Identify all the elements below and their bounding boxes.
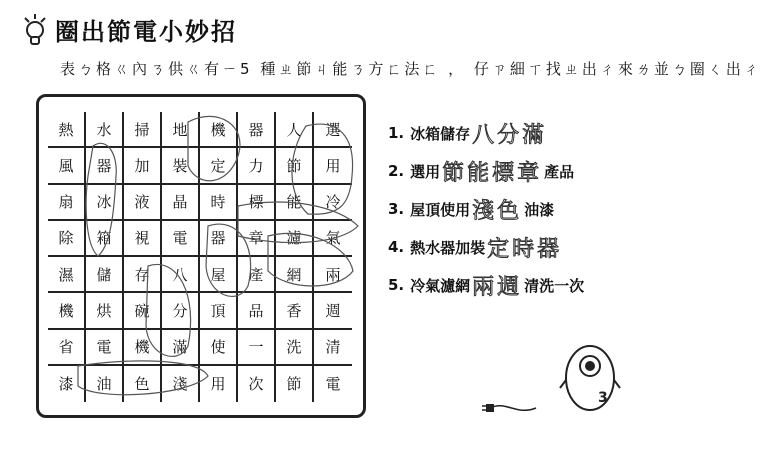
page-title: 圈出節電小妙招 (55, 18, 237, 46)
answer-item (388, 266, 584, 304)
grid-cell[interactable]: 電 (162, 221, 200, 257)
grid-cell[interactable]: 油 (86, 366, 124, 402)
grid-cell[interactable]: 氣 (314, 221, 352, 257)
grid-cell[interactable]: 器 (238, 112, 276, 148)
answer-number: 3. (388, 200, 405, 218)
grid-cell[interactable]: 掃 (124, 112, 162, 148)
grid-cell[interactable]: 兩 (314, 257, 352, 293)
grid-cell[interactable]: 清 (314, 330, 352, 366)
grid-cell[interactable]: 冰 (86, 185, 124, 221)
grid-cell[interactable]: 品 (238, 293, 276, 329)
grid-cell[interactable]: 色 (124, 366, 162, 402)
answer-suffix: 產品 (544, 162, 575, 181)
grid-cell[interactable]: 濾 (276, 221, 314, 257)
answer-prefix: 屋頂使用 (410, 200, 471, 219)
grid-cell[interactable]: 省 (48, 330, 86, 366)
answer-prefix: 熱水器加裝 (410, 238, 486, 257)
grid-cell[interactable]: 洗 (276, 330, 314, 366)
grid-cell[interactable]: 人 (276, 112, 314, 148)
grid-cell[interactable]: 網 (276, 257, 314, 293)
answer-filled-text[interactable]: 定時器 (487, 236, 563, 262)
grid-cell[interactable]: 器 (200, 221, 238, 257)
grid-cell[interactable]: 分 (162, 293, 200, 329)
grid-cell[interactable]: 時 (200, 185, 238, 221)
word-search-grid (48, 112, 352, 402)
answer-prefix: 選用 (410, 162, 441, 181)
grid-cell[interactable]: 用 (314, 148, 352, 184)
grid-cell[interactable]: 扇 (48, 185, 86, 221)
answer-suffix: 油漆 (524, 200, 555, 219)
battery-mascot-icon (560, 336, 620, 416)
grid-cell[interactable]: 標 (238, 185, 276, 221)
grid-cell[interactable]: 器 (86, 148, 124, 184)
grid-cell[interactable]: 烘 (86, 293, 124, 329)
grid-cell[interactable]: 產 (238, 257, 276, 293)
grid-cell[interactable]: 儲 (86, 257, 124, 293)
grid-cell[interactable]: 箱 (86, 221, 124, 257)
answer-number: 1. (388, 124, 405, 142)
grid-cell[interactable]: 章 (238, 221, 276, 257)
answer-prefix: 冰箱儲存 (410, 124, 471, 143)
answer-item (388, 228, 584, 266)
grid-cell[interactable]: 能 (276, 185, 314, 221)
grid-cell[interactable]: 節 (276, 366, 314, 402)
grid-cell[interactable]: 選 (314, 112, 352, 148)
grid-cell[interactable]: 視 (124, 221, 162, 257)
grid-cell[interactable]: 存 (124, 257, 162, 293)
grid-cell[interactable]: 裝 (162, 148, 200, 184)
grid-cell[interactable]: 滿 (162, 330, 200, 366)
grid-cell[interactable]: 晶 (162, 185, 200, 221)
grid-cell[interactable]: 節 (276, 148, 314, 184)
grid-cell[interactable]: 電 (325, 375, 341, 394)
grid-cell[interactable]: 屋 (200, 257, 238, 293)
grid-cell[interactable]: 地 (162, 112, 200, 148)
grid-cell[interactable]: 八 (162, 257, 200, 293)
grid-cell[interactable]: 頂 (200, 293, 238, 329)
grid-cell[interactable]: 淺 (162, 366, 200, 402)
grid-cell[interactable]: 加 (124, 148, 162, 184)
grid-cell[interactable]: 冷 (314, 185, 352, 221)
mascot-number: 3 (598, 390, 608, 406)
grid-cell[interactable]: 漆 (48, 366, 86, 402)
answer-item (388, 114, 584, 152)
answer-filled-text[interactable]: 八分滿 (472, 122, 548, 148)
answer-item (388, 190, 584, 228)
grid-cell[interactable]: 熱 (48, 112, 86, 148)
grid-cell[interactable]: 液 (124, 185, 162, 221)
grid-cell[interactable]: 機 (200, 112, 238, 148)
instruction-text: 表ㄅ格ㄍ內ㄋ供ㄍ有ㄧ5 種ㄓ節ㄐ能ㄋ方ㄈ法ㄈ ， 仔ㄗ細ㄒ找ㄓ出ㄔ來ㄌ並ㄅ圈ㄑ出ㄔ (60, 60, 762, 78)
answer-suffix: 清洗一次 (524, 276, 585, 295)
grid-cell[interactable]: 一 (238, 330, 276, 366)
grid-cell[interactable]: 電 (86, 330, 124, 366)
grid-cell[interactable]: 用 (200, 366, 238, 402)
answer-number: 4. (388, 238, 405, 256)
answer-item (388, 152, 584, 190)
answer-number: 5. (388, 276, 405, 294)
grid-cell[interactable]: 水 (86, 112, 124, 148)
answer-number: 2. (388, 162, 405, 180)
answer-list (388, 114, 584, 304)
answer-filled-text[interactable]: 兩週 (472, 274, 523, 300)
grid-cell[interactable]: 機 (124, 330, 162, 366)
grid-cell[interactable]: 除 (48, 221, 86, 257)
grid-cell[interactable]: 機 (48, 293, 86, 329)
grid-cell[interactable]: 使 (200, 330, 238, 366)
grid-cell[interactable]: 次 (238, 366, 276, 402)
grid-cell[interactable]: 力 (238, 148, 276, 184)
grid-cell[interactable]: 濕 (48, 257, 86, 293)
answer-filled-text[interactable]: 節能標章 (442, 160, 543, 186)
plug-icon (486, 396, 556, 420)
grid-cell[interactable]: 定 (200, 148, 238, 184)
answer-prefix: 冷氣濾網 (410, 276, 471, 295)
grid-cell[interactable]: 香 (276, 293, 314, 329)
lightbulb-icon (22, 14, 48, 48)
grid-cell[interactable]: 碗 (124, 293, 162, 329)
grid-cell[interactable]: 週 (314, 293, 352, 329)
answer-filled-text[interactable]: 淺色 (472, 198, 523, 224)
grid-cell[interactable]: 風 (48, 148, 86, 184)
